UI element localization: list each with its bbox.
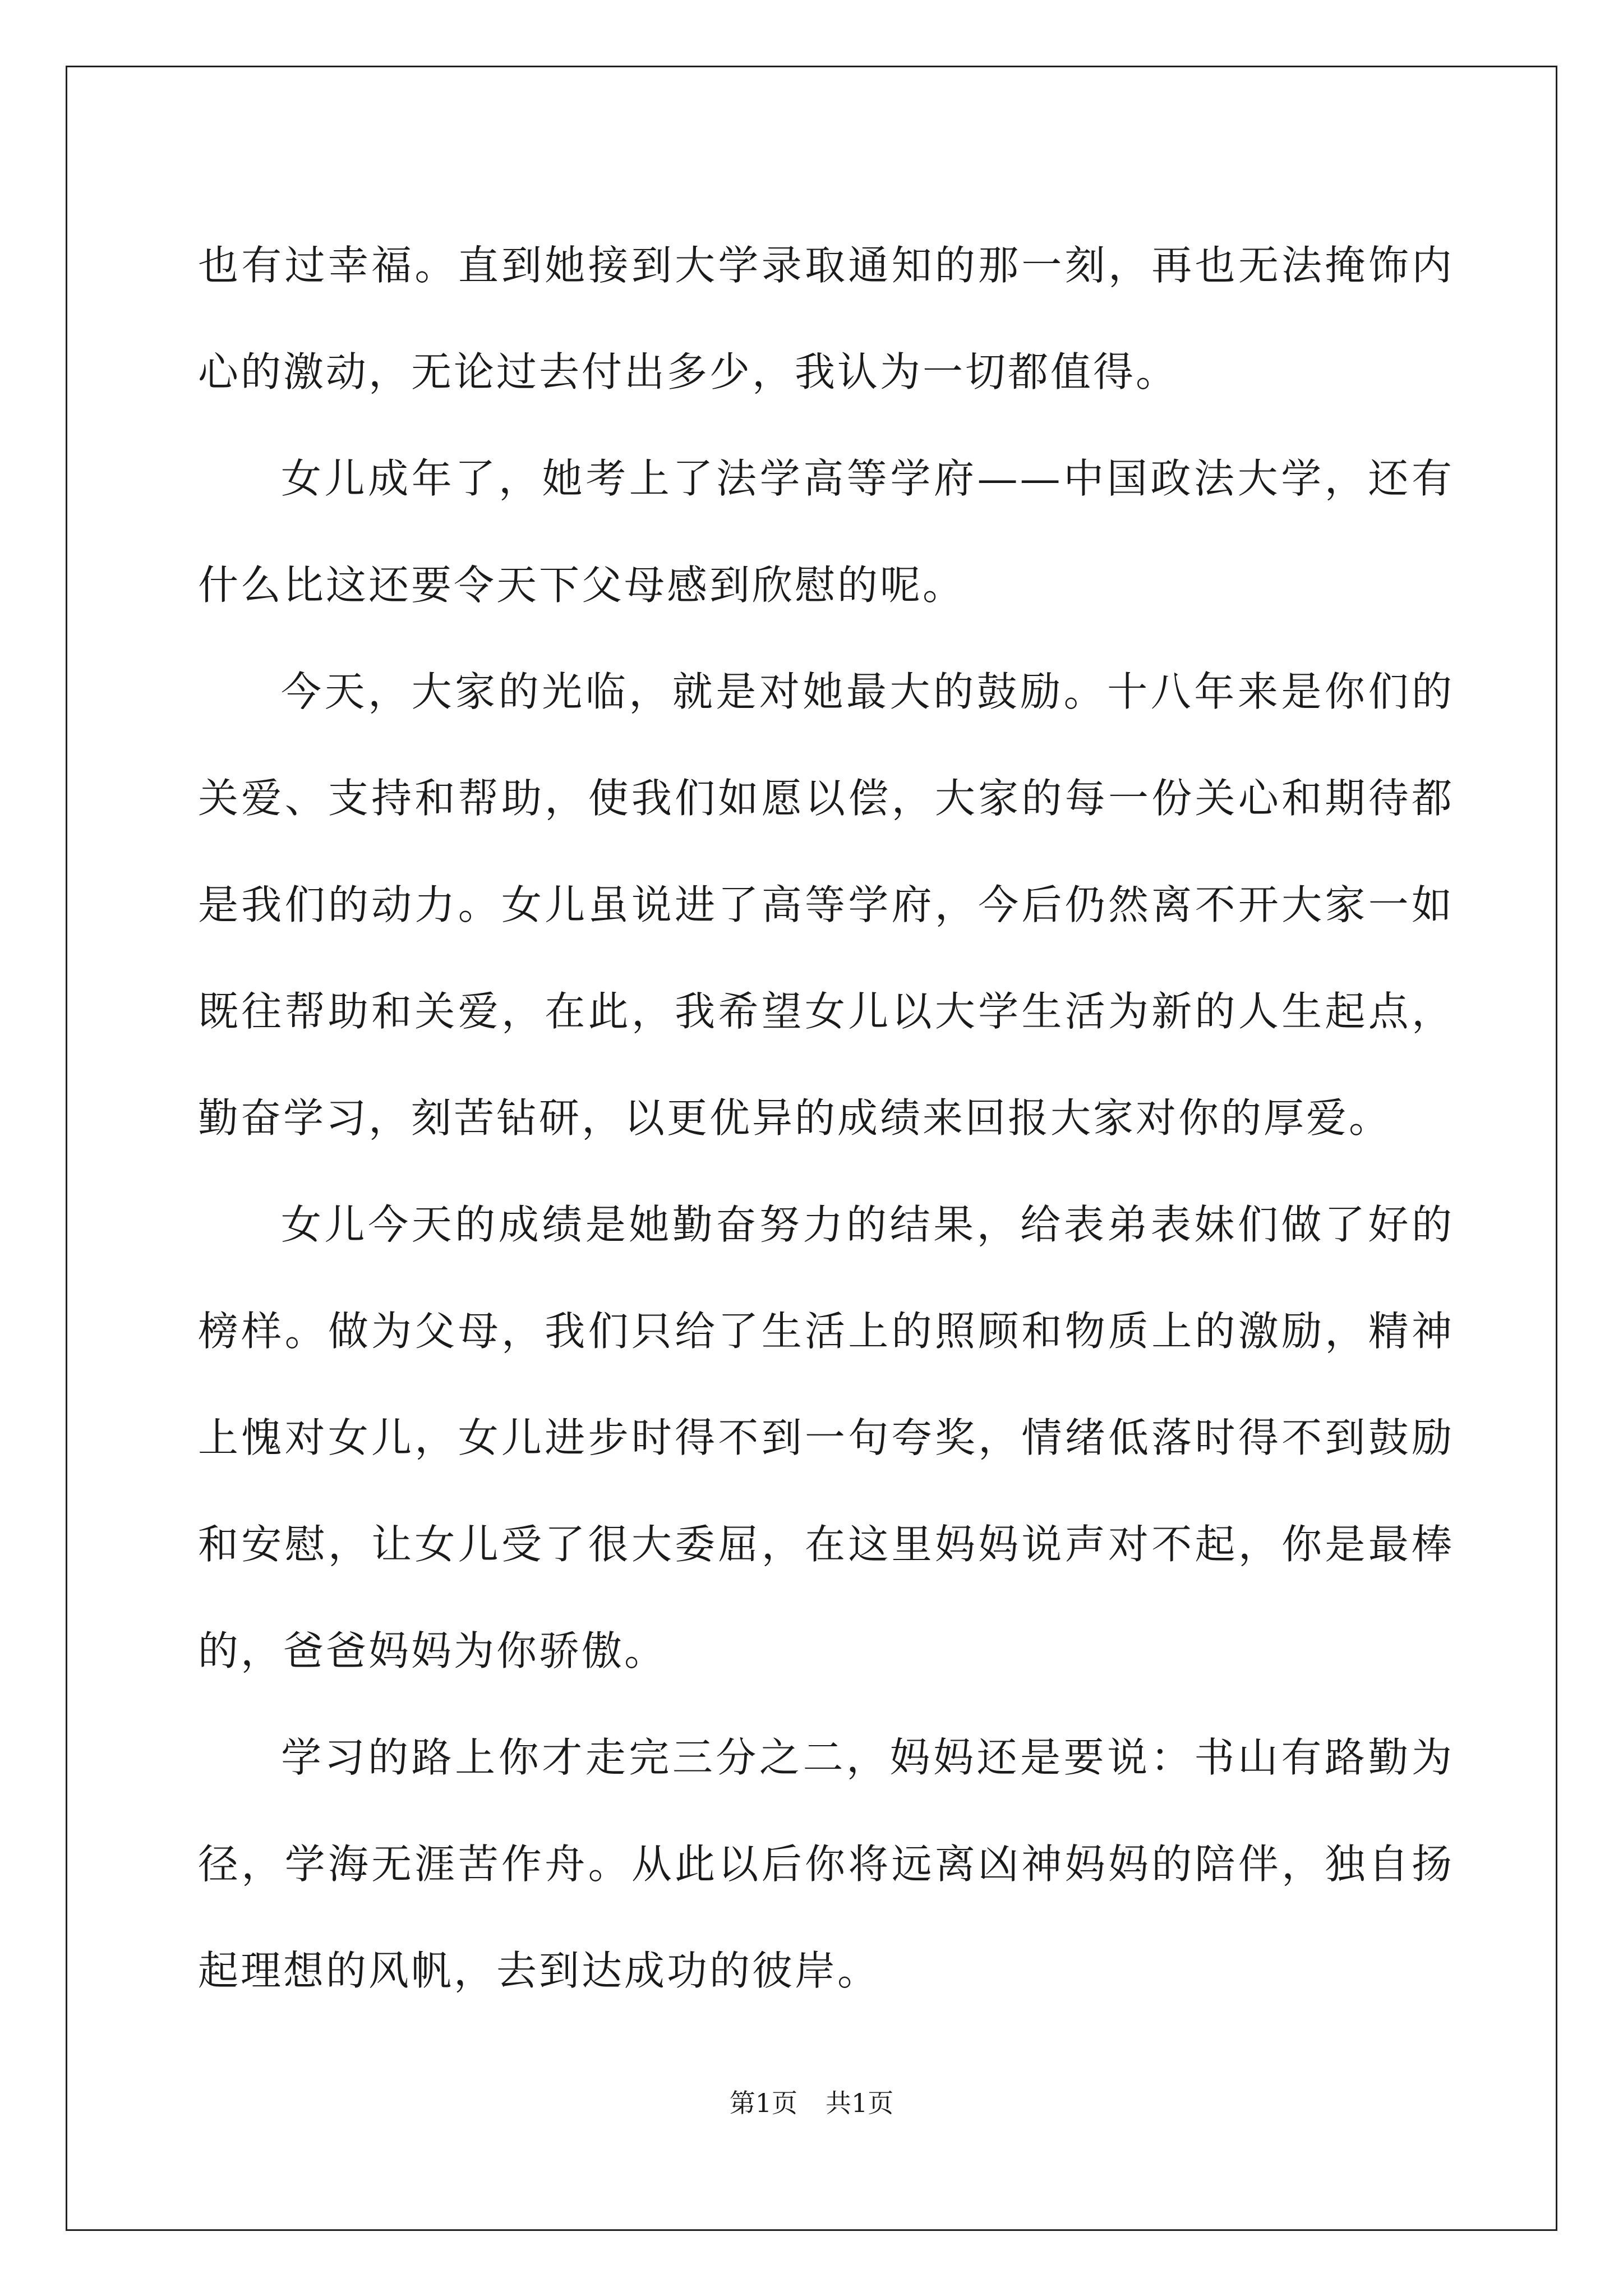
paragraph-2: 女儿成年了，她考上了法学高等学府——中国政法大学，还有什么比这还要令天下父母感到欣慰的呢。 bbox=[198, 455, 1454, 609]
page-footer bbox=[0, 2083, 1623, 2120]
paragraph-4: 女儿今天的成绩是她勤奋努力的结果，给表弟表妹们做了好的榜样。做为父母，我们只给了生活上的照顾和物质上的激励，精神上愧对女儿，女儿进步时得不到一句夸奖，情绪低落时得不到鼓励和安慰，让女儿受了很大委屈，在这里妈妈说声对不起，你是最棒的，爸爸妈妈为你骄傲。 bbox=[198, 1201, 1454, 1674]
page-total: 共1页 bbox=[826, 2088, 894, 2118]
paragraph-3: 今天，大家的光临，就是对她最大的鼓励。十八年来是你们的关爱、支持和帮助，使我们如愿以偿，大家的每一份关心和期待都是我们的动力。女儿虽说进了高等学府，今后仍然离不开大家一如既往帮助和关爱，在此，我希望女儿以大学生活为新的人生起点，勤奋学习，刻苦钻研，以更优异的成绩来回报大家对你的厚爱。 bbox=[198, 668, 1454, 1142]
page-number: 第1页 bbox=[729, 2088, 797, 2118]
document-body bbox=[198, 212, 1454, 2024]
paragraph-1: 也有过幸福。直到她接到大学录取通知的那一刻，再也无法掩饰内心的激动，无论过去付出多少，我认为一切都值得。 bbox=[198, 242, 1454, 395]
paragraph-5: 学习的路上你才走完三分之二，妈妈还是要说：书山有路勤为径，学海无涯苦作舟。从此以后你将远离凶神妈妈的陪伴，独自扬起理想的风帆，去到达成功的彼岸。 bbox=[198, 1734, 1454, 1994]
